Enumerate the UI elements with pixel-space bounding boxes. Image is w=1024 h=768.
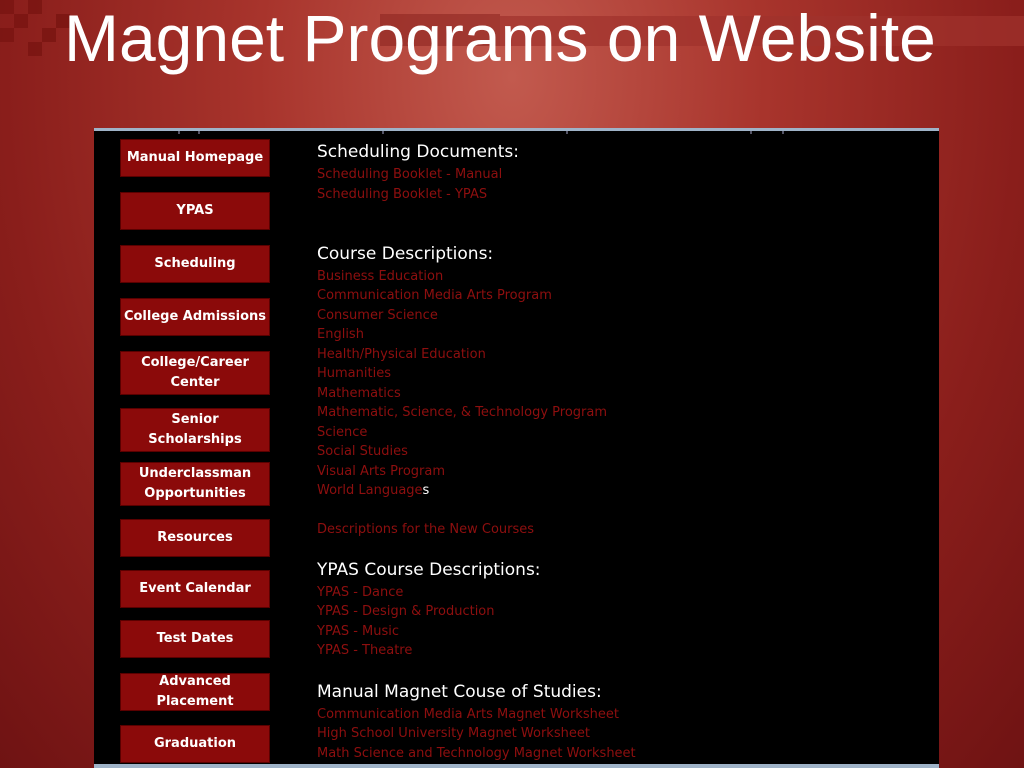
course-link[interactable]: Communication Media Arts Program [317, 288, 552, 303]
nav-graduation-button[interactable]: Graduation [120, 725, 270, 763]
bottom-border [94, 764, 939, 768]
top-border [94, 131, 939, 134]
nav-ypas-button[interactable]: YPAS [120, 192, 270, 230]
nav-scheduling-button[interactable]: Scheduling [120, 245, 270, 283]
nav-underclassman-opportunities-button[interactable]: Underclassman Opportunities [120, 462, 270, 506]
magnet-link[interactable]: Math Science and Technology Magnet Worksheet [317, 746, 636, 761]
nav-event-calendar-button[interactable]: Event Calendar [120, 570, 270, 608]
nav-resources-button[interactable]: Resources [120, 519, 270, 557]
magnet-link[interactable]: Communication Media Arts Magnet Worksheet [317, 707, 619, 722]
ypas-link[interactable]: YPAS - Dance [317, 585, 404, 600]
world-languages-tail: s [422, 483, 430, 498]
world-languages-link[interactable] [317, 481, 429, 500]
course-descriptions-heading: Course Descriptions: [317, 244, 494, 264]
course-link[interactable]: Visual Arts Program [317, 464, 446, 479]
course-link[interactable]: Consumer Science [317, 308, 438, 323]
ypas-link[interactable]: YPAS - Theatre [317, 643, 413, 658]
world-languages-label: World Language [317, 483, 423, 498]
new-courses-link[interactable]: Descriptions for the New Courses [317, 522, 535, 537]
course-link[interactable]: Business Education [317, 269, 444, 284]
ypas-link[interactable]: YPAS - Design & Production [317, 604, 495, 619]
nav-advanced-placement-button[interactable]: Advanced Placement [120, 673, 270, 711]
ypas-link[interactable]: YPAS - Music [317, 624, 400, 639]
magnet-link[interactable]: High School University Magnet Worksheet [317, 726, 590, 741]
nav-manual-homepage-button[interactable]: Manual Homepage [120, 139, 270, 177]
slide-title: Magnet Programs on Website [64, 1, 936, 75]
course-link[interactable]: Mathematic, Science, & Technology Program [317, 405, 607, 420]
nav-college-admissions-button[interactable]: College Admissions [120, 298, 270, 336]
nav-college-career-center-button[interactable]: College/Career Center [120, 351, 270, 395]
course-link[interactable]: Social Studies [317, 444, 408, 459]
website-screenshot [94, 128, 939, 764]
scheduling-link[interactable]: Scheduling Booklet - YPAS [317, 187, 488, 202]
scheduling-heading: Scheduling Documents: [317, 142, 520, 162]
nav-senior-scholarships-button[interactable]: Senior Scholarships [120, 408, 270, 452]
course-link[interactable]: English [317, 327, 364, 342]
course-link[interactable]: Humanities [317, 366, 391, 381]
course-link[interactable]: Health/Physical Education [317, 347, 486, 362]
course-link[interactable]: Science [317, 425, 368, 440]
ypas-heading: YPAS Course Descriptions: [317, 560, 541, 580]
magnet-heading: Manual Magnet Couse of Studies: [317, 682, 602, 702]
course-link[interactable]: Mathematics [317, 386, 401, 401]
scheduling-link[interactable]: Scheduling Booklet - Manual [317, 167, 503, 182]
nav-test-dates-button[interactable]: Test Dates [120, 620, 270, 658]
